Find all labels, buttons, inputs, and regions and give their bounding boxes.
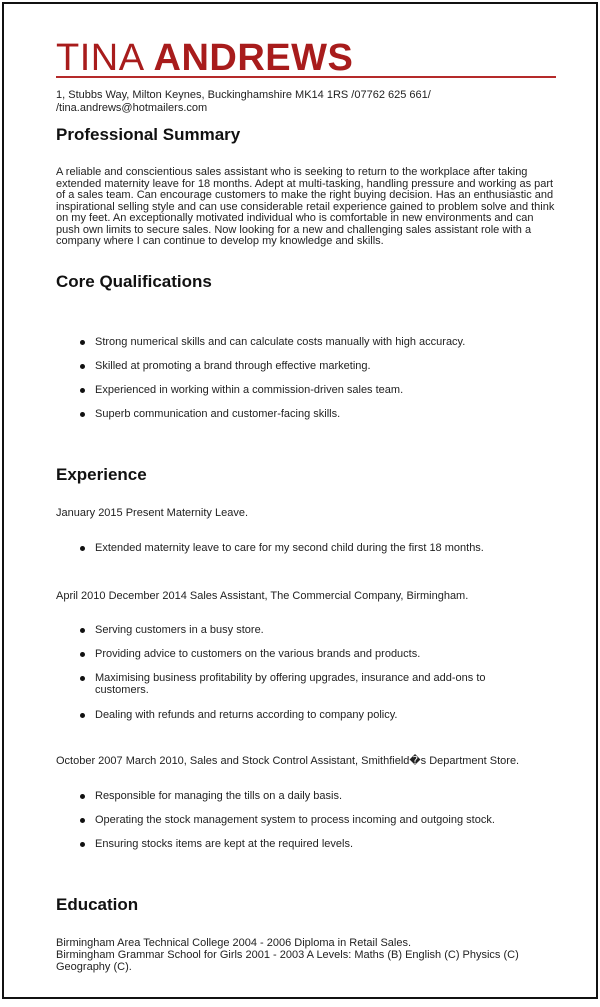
bullet-icon (80, 842, 85, 847)
bullet-icon (80, 412, 85, 417)
summary-text: A reliable and conscientious sales assistant who is seeking to return to the workplace after taking extended maternity leave for 18 months. Adept at multi-tasking, handling pressure and working as part of a sales team. Can encourage customers to make the right buying decision. Has an enthusiastic and inspirational selling style and can use considerable retail experience gained to problem solve and think on my feet. An exceptionally motivated individual who is comfortable in new environments and can push own limits to secure sales. Now looking for a new and challenging sales assistant role with a company where I can continue to develop my knowledge and skills. (56, 166, 555, 247)
list-item-text: Experienced in working within a commission-driven sales team. (95, 384, 404, 396)
list-item-text: Serving customers in a busy store. (95, 624, 264, 636)
bullet-icon (80, 818, 85, 823)
list-item (80, 673, 540, 696)
list-item-text: Providing advice to customers on the various brands and products. (95, 648, 421, 660)
list-item-text: Skilled at promoting a brand through effective marketing. (95, 360, 371, 372)
name-divider (56, 76, 556, 78)
list-item (80, 361, 540, 373)
list-item-text: Strong numerical skills and can calculate costs manually with high accuracy. (95, 336, 466, 348)
last-name: ANDREWS (153, 37, 354, 79)
list-item (80, 649, 540, 661)
list-item-text: Ensuring stocks items are kept at the required levels. (95, 838, 354, 850)
education-line: Birmingham Grammar School for Girls 2001 - 2003 A Levels: Maths (B) English (C) Physics (C) Geography (C). (56, 949, 519, 973)
list-item-text: Maximising business profitability by offering upgrades, insurance and add-ons to customers. (95, 672, 486, 696)
cv-page (2, 2, 598, 999)
list-item (80, 543, 540, 555)
job-title: April 2010 December 2014 Sales Assistant, The Commercial Company, Birmingham. (56, 590, 469, 602)
list-item-text: Operating the stock management system to process incoming and outgoing stock. (95, 814, 495, 826)
list-item-text: Responsible for managing the tills on a daily basis. (95, 790, 343, 802)
list-item (80, 710, 540, 722)
bullet-icon (80, 652, 85, 657)
candidate-name (56, 38, 353, 78)
bullet-icon (80, 676, 85, 681)
bullet-icon (80, 794, 85, 799)
bullet-icon (80, 340, 85, 345)
list-item-text: Extended maternity leave to care for my second child during the first 18 months. (95, 542, 484, 554)
first-name: TINA (56, 37, 143, 79)
job-title: October 2007 March 2010, Sales and Stock Control Assistant, Smithfield�s Department Store. (56, 755, 520, 767)
job-title: January 2015 Present Maternity Leave. (56, 507, 249, 519)
bullet-icon (80, 364, 85, 369)
education-heading: Education (56, 895, 139, 914)
list-item-text: Superb communication and customer-facing skills. (95, 408, 341, 420)
experience-heading: Experience (56, 465, 147, 484)
bullet-icon (80, 628, 85, 633)
contact-details: 1, Stubbs Way, Milton Keynes, Buckinghamshire MK14 1RS /07762 625 661/ /tina.andrews@hotmailers.com (56, 89, 431, 114)
bullet-icon (80, 546, 85, 551)
list-item (80, 337, 540, 349)
summary-heading: Professional Summary (56, 125, 241, 144)
list-item-text: Dealing with refunds and returns according to company policy. (95, 709, 398, 721)
list-item (80, 815, 540, 827)
qualifications-heading: Core Qualifications (56, 272, 212, 291)
list-item (80, 839, 540, 851)
list-item (80, 625, 540, 637)
list-item (80, 409, 540, 421)
bullet-icon (80, 713, 85, 718)
list-item (80, 385, 540, 397)
bullet-icon (80, 388, 85, 393)
education-line: Birmingham Area Technical College 2004 - 2006 Diploma in Retail Sales. (56, 937, 412, 949)
list-item (80, 791, 540, 803)
